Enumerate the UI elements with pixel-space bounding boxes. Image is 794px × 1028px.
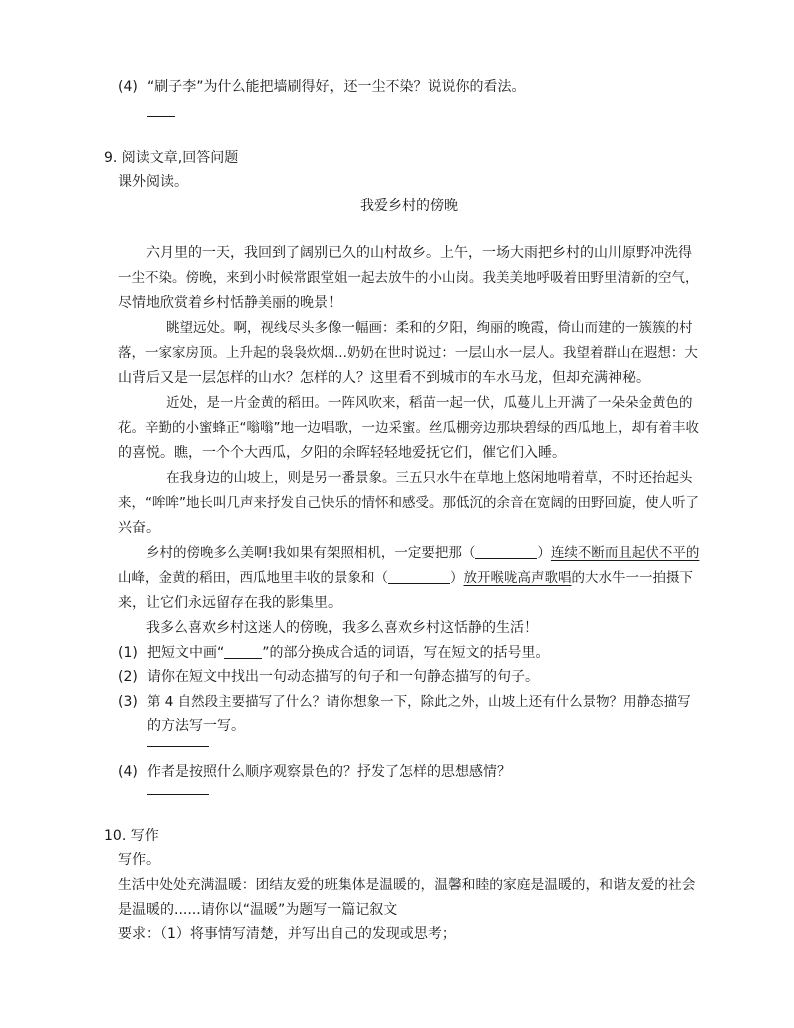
prev-question-number: (4) — [118, 79, 138, 95]
q9-1-text-a: 把短文中画“ — [147, 645, 225, 661]
p2-line: 落，一家家房顶。上升起的袅袅炊烟...奶奶在世时说过：一层山水一层人。我望着群山在遐想：大 — [118, 345, 698, 361]
q9-2-text: 请你在短文中找出一句动态描写的句子和一句静态描写的句子。 — [147, 669, 539, 685]
p1-line: 一尘不染。傍晚，来到小时候常跟堂姐一起去放牛的小山岗。我美美地呼吸着田野里清新的空气， — [118, 270, 699, 286]
fill-blank-1[interactable] — [475, 544, 537, 559]
article-title: 我爱乡村的傍晚 — [360, 198, 458, 214]
answer-line — [147, 116, 175, 117]
p3-line: 花。辛勤的小蜜蜂正“嗡嗡”地一边唱歌，一边采蜜。丝瓜棚旁边那块碧绿的西瓜地上，却有着丰收 — [118, 420, 699, 436]
p4-line: 来，“哞哞”地长叫几声来抒发自己快乐的情怀和感受。那低沉的余音在宽阔的田野回旋，使人听了 — [118, 495, 699, 511]
q10-requirements: 要求：（1）将事情写清楚，并写出自己的发现或思考； — [118, 926, 456, 942]
q10-line: 是温暖的......请你以“温暖”为题写一篇记叙文 — [118, 902, 398, 918]
fill-blank-2[interactable] — [388, 569, 450, 584]
p2-line: 山背后又是一层怎样的山水？怎样的人？这里看不到城市的车水马龙，但却充满神秘。 — [118, 370, 650, 386]
underlined-phrase-1: 连续不断而且起伏不平的 — [550, 545, 700, 561]
q9-3-text-2: 的方法写一写。 — [147, 718, 245, 734]
p5-bracket: ） — [450, 570, 464, 586]
p3-line: 近处，是一片金黄的稻田。一阵风吹来，稻苗一起一伏，瓜蔓儿上开满了一朵朵金黄色的 — [166, 395, 693, 411]
q9-1-number: (1) — [118, 645, 138, 661]
p5-text: 山峰，金黄的稻田，西瓜地里丰收的景象和（ — [118, 570, 388, 586]
p6-line: 我多么喜欢乡村这迷人的傍晚，我多么喜欢乡村这恬静的生活！ — [146, 620, 538, 636]
answer-line[interactable] — [147, 746, 209, 747]
p5-text: 的大水牛一一拍摄下 — [571, 570, 693, 586]
q10-header: 10. 写作 — [104, 828, 159, 844]
prev-question-text: “刷子李”为什么能把墙刷得好，还一尘不染？说说你的看法。 — [147, 79, 526, 95]
q9-3-text: 第 4 自然段主要描写了什么？请你想象一下，除此之外，山坡上还有什么景物？用静态描写 — [147, 694, 691, 710]
p5-bracket: ） — [537, 545, 551, 561]
q9-1-text-b: ”的部分换成合适的词语，写在短文的括号里。 — [262, 645, 550, 661]
p3-line: 的喜悦。瞧，一个个大西瓜，夕阳的余晖轻轻地爱抚它们，催它们入睡。 — [118, 445, 566, 461]
q9-header: 9. 阅读文章,回答问题 — [104, 150, 239, 166]
p5-line-3: 来，让它们永远留存在我的影集里。 — [118, 595, 342, 611]
q9-4-number: (4) — [118, 764, 138, 780]
q10-line: 生活中处处充满温暖：团结友爱的班集体是温暖的，温馨和睦的家庭是温暖的，和谐友爱的社会 — [118, 877, 696, 893]
q9-sub: 课外阅读。 — [118, 174, 188, 190]
p5-line-2 — [118, 568, 693, 588]
p1-line: 尽情地欣赏着乡村恬静美丽的晚景！ — [118, 295, 342, 311]
p2-line: 眺望远处。啊，视线尽头多像一幅画：柔和的夕阳，绚丽的晚霞，倚山而建的一簇簇的村 — [166, 320, 693, 336]
p5-line-1 — [146, 543, 699, 563]
answer-line[interactable] — [147, 794, 209, 795]
p4-line: 在我身边的山坡上，则是另一番景象。三五只水牛在草地上悠闲地啃着草，不时还抬起头 — [166, 470, 693, 486]
q9-2-number: (2) — [118, 669, 138, 685]
p1-line: 六月里的一天，我回到了阔别已久的山村故乡。上午，一场大雨把乡村的山川原野冲洗得 — [146, 245, 692, 261]
q9-1-text — [147, 643, 550, 663]
q10-sub: 写作。 — [118, 852, 160, 868]
underline-sample — [224, 644, 262, 659]
underlined-phrase-2: 放开喉咙高声歌唱 — [463, 570, 572, 586]
q9-4-text: 作者是按照什么顺序观察景色的？抒发了怎样的思想感情？ — [147, 764, 511, 780]
p4-line: 兴奋。 — [118, 520, 160, 536]
q9-3-number: (3) — [118, 694, 138, 710]
p5-text: 乡村的傍晚多么美啊!我如果有架照相机，一定要把那（ — [146, 545, 476, 561]
